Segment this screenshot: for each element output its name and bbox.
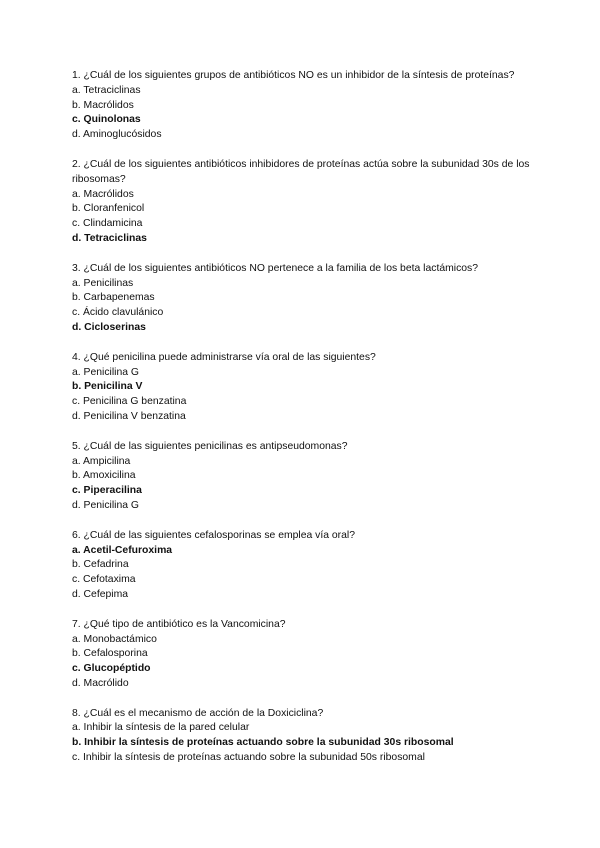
option-b: b. Inhibir la síntesis de proteínas actuando sobre la subunidad 30s ribosomal [72, 737, 454, 749]
option-d: d. Cicloserinas [72, 321, 146, 333]
option-c: c. Quinolonas [72, 114, 141, 126]
question-text: 6. ¿Cuál de las siguientes cefalosporinas se emplea vía oral? [72, 529, 356, 541]
option-a: a. Macrólidos [72, 188, 134, 200]
option-a: a. Penicilinas [72, 277, 134, 289]
question-5 [72, 440, 542, 514]
option-d: d. Penicilina G [72, 499, 139, 511]
option-d: d. Tetraciclinas [72, 232, 147, 244]
option-d: d. Macrólido [72, 677, 129, 689]
option-a: a. Monobactámico [72, 633, 157, 645]
question-text: 1. ¿Cuál de los siguientes grupos de antibióticos NO es un inhibidor de la síntesis de proteínas? [72, 70, 515, 81]
option-b: b. Cloranfenicol [72, 203, 145, 215]
option-a: a. Inhibir la síntesis de la pared celular [72, 722, 250, 734]
option-c: c. Ácido clavulánico [72, 307, 164, 319]
question-7 [72, 618, 542, 692]
question-4 [72, 351, 542, 425]
question-text: 4. ¿Qué penicilina puede administrarse vía oral de las siguientes? [72, 351, 376, 363]
option-b: b. Amoxicilina [72, 470, 136, 482]
question-8 [72, 707, 542, 766]
option-b: b. Macrólidos [72, 99, 134, 111]
option-d: d. Cefepima [72, 588, 129, 600]
question-1 [72, 69, 542, 143]
option-c: c. Glucopéptido [72, 663, 151, 675]
option-c: c. Clindamicina [72, 218, 143, 230]
question-6 [72, 529, 542, 603]
question-text: 5. ¿Cuál de las siguientes penicilinas es antipseudomonas? [72, 440, 348, 452]
question-text: 3. ¿Cuál de los siguientes antibióticos NO pertenece a la familia de los beta lactámicos? [72, 262, 479, 274]
option-d: d. Aminoglucósidos [72, 129, 162, 141]
option-a: a. Ampicilina [72, 455, 131, 467]
question-2 [72, 158, 542, 247]
question-text: 7. ¿Qué tipo de antibiótico es la Vancomicina? [72, 618, 286, 630]
question-text: 8. ¿Cuál es el mecanismo de acción de la Doxiciclina? [72, 707, 324, 719]
question-text: 2. ¿Cuál de los siguientes antibióticos inhibidores de proteínas actúa sobre la subunidad 30s de los ribosomas? [72, 158, 530, 185]
option-b: b. Penicilina V [72, 381, 143, 393]
question-3 [72, 262, 542, 336]
option-c: c. Inhibir la síntesis de proteínas actuando sobre la subunidad 50s ribosomal [72, 752, 425, 764]
option-a: a. Acetil-Cefuroxima [72, 544, 173, 556]
option-d: d. Penicilina V benzatina [72, 410, 186, 422]
option-b: b. Cefalosporina [72, 648, 148, 660]
option-a: a. Tetraciclinas [72, 84, 141, 96]
option-a: a. Penicilina G [72, 366, 139, 378]
question-list [72, 69, 542, 781]
option-c: c. Penicilina G benzatina [72, 396, 187, 408]
option-b: b. Cefadrina [72, 559, 129, 571]
option-c: c. Piperacilina [72, 485, 142, 497]
option-b: b. Carbapenemas [72, 292, 155, 304]
option-c: c. Cefotaxima [72, 574, 136, 586]
